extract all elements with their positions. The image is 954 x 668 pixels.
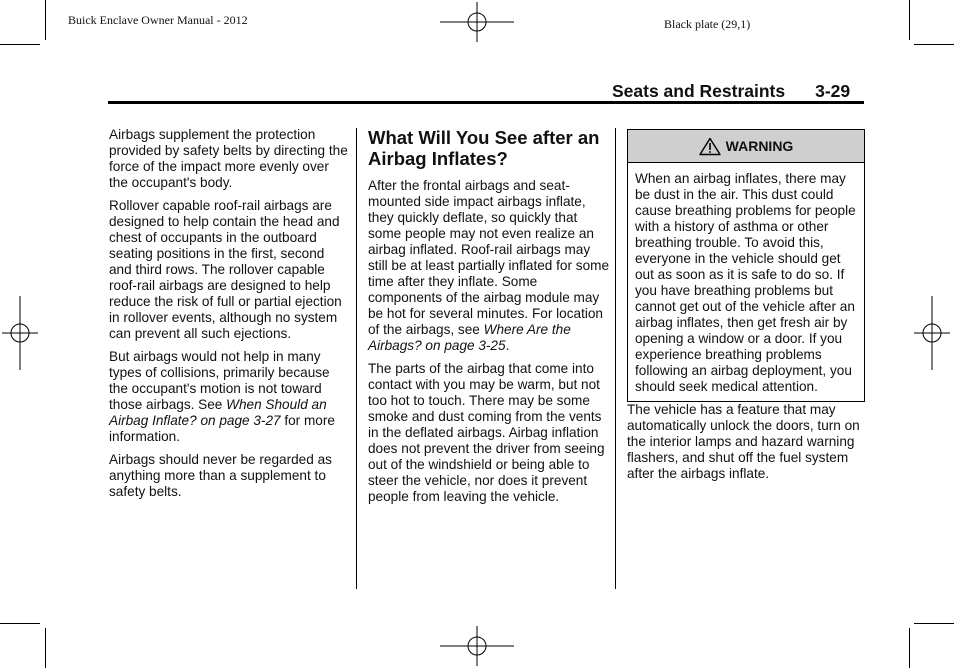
crop-mark [909, 0, 910, 40]
paragraph [368, 178, 610, 354]
section-heading: What Will You See after an Airbag Inflates? [368, 127, 600, 169]
crop-mark [914, 44, 954, 45]
registration-mark-right [914, 296, 950, 370]
crop-mark [909, 628, 910, 668]
text: . [505, 338, 510, 353]
section-title: Seats and Restraints [612, 81, 786, 101]
crop-mark [914, 623, 954, 624]
page-number: 3-29 [815, 81, 851, 101]
crop-mark [45, 0, 46, 40]
manual-title: Buick Enclave Owner Manual - 2012 [68, 13, 248, 27]
cross-reference-link[interactable]: When Should an Airbag Inflate? on page 3-27 [109, 397, 327, 428]
paragraph: Airbags should never be regarded as anything more than a supplement to safety belts. [109, 452, 332, 499]
column-1 [109, 127, 349, 507]
text: for more information. [109, 413, 335, 444]
paragraph: The parts of the airbag that come into contact with you may be warm, but not too hot to touch. There may be some smoke and dust coming from the vents in the deflated airbags. Airbag inflation does not prevent the driver from seeing out of the windshield or being able to steer the vehicle, nor does it prevent people from leaving the vehicle. [368, 361, 605, 504]
header-rule [108, 101, 864, 104]
registration-mark-top [440, 2, 514, 42]
text: After the frontal airbags and seat-mounted side impact airbags inflate, they quickly deflate, so quickly that some people may not even realize an airbag inflated. Roof-rail airbags may still be at least partially inflated for some time after they inflate. Some components of the airbag module may be hot for several minutes. For location of the airbags, see [368, 178, 610, 337]
paragraph: The vehicle has a feature that may automatically unlock the doors, turn on the interior lamps and hazard warning flashers, and shut off the fuel system after the airbags inflate. [627, 402, 860, 481]
crop-mark [45, 628, 46, 668]
registration-mark-bottom [440, 626, 514, 666]
paragraph: Airbags supplement the protection provided by safety belts by directing the force of the impact more evenly over the occupant's body. [109, 127, 348, 190]
paragraph: Rollover capable roof-rail airbags are designed to help contain the head and chest of occupants in the outboard seating positions in the first, second and third rows. The rollover capable roof-rail airbags are designed to help reduce the risk of full or partial ejection in rollover events, although no system can prevent all such ejections. [109, 198, 342, 341]
column-divider [356, 128, 357, 589]
crop-mark [0, 623, 40, 624]
section-header [612, 81, 850, 102]
column-divider [615, 128, 616, 589]
plate-label: Black plate (29,1) [664, 17, 751, 31]
warning-header [628, 130, 864, 163]
paragraph [109, 349, 349, 445]
warning-label: WARNING [725, 138, 794, 154]
crop-mark [0, 44, 40, 45]
registration-mark-left [2, 296, 38, 370]
column-3 [627, 127, 865, 489]
text: But airbags would not help in many types of collisions, primarily because the occupant's motion is not toward those airbags. See [109, 349, 330, 412]
warning-box [627, 129, 865, 402]
column-2 [368, 127, 610, 512]
cross-reference-link[interactable]: Where Are the Airbags? on page 3-25 [368, 322, 571, 353]
warning-text: When an airbag inflates, there may be dust in the air. This dust could cause breathing problems for people with a history of asthma or other breathing trouble. To avoid this, everyone in the vehicle should get out as soon as it is safe to do so. If you have breathing problems but cannot get out of the vehicle after an airbag inflates, then get fresh air by opening a window or a door. If you experience breathing problems following an airbag deployment, you should seek medical attention. [635, 171, 856, 394]
exclamation-triangle-icon [699, 137, 721, 156]
